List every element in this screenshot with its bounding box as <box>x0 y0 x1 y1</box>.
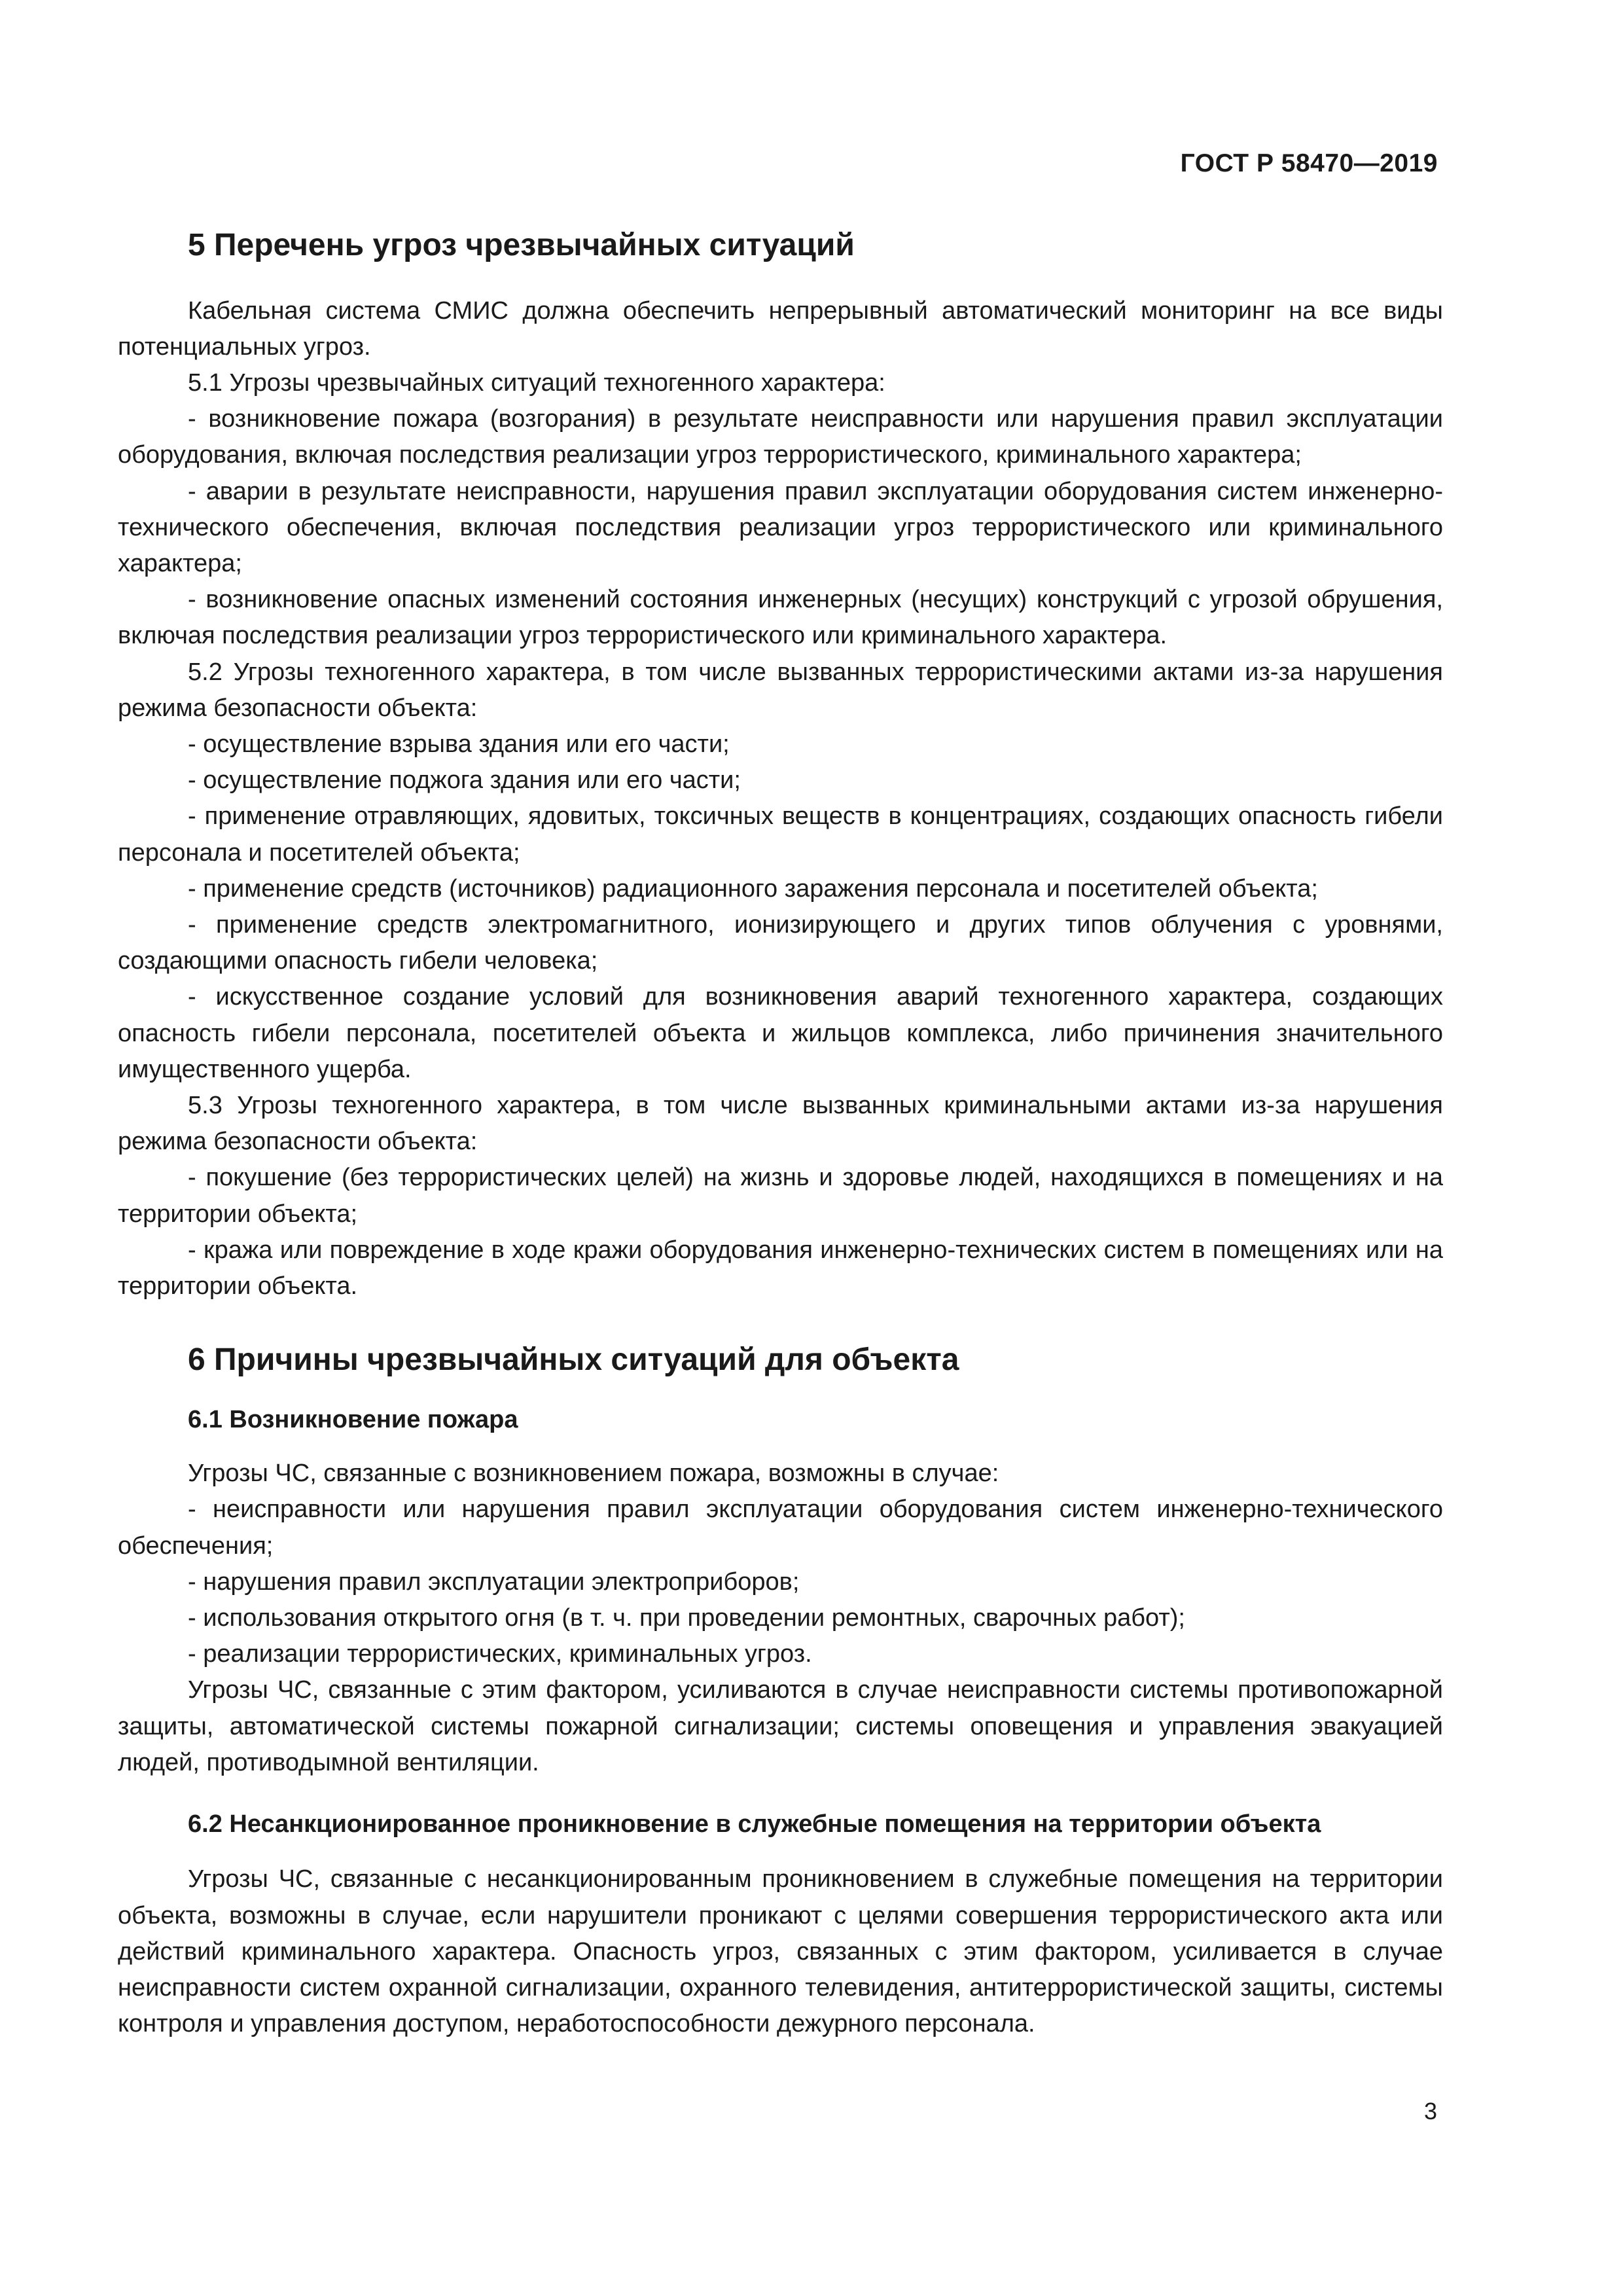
list-item: - возникновение пожара (возгорания) в результате неисправности или нарушения правил эксплуатации оборудования, включая последствия реализации угроз террористического, криминального характера; <box>118 405 1443 469</box>
paragraph: 5.2 Угрозы техногенного характера, в том числе вызванных террористическими актами из-за нарушения режима безопасности объекта: <box>118 658 1443 722</box>
page-number: 3 <box>1423 2098 1437 2125</box>
section-6-title: 6 Причины чрезвычайных ситуаций для объекта <box>188 1342 959 1378</box>
paragraph: Кабельная система СМИС должна обеспечить непрерывный автоматический мониторинг на все виды потенциальных угроз. <box>118 296 1443 361</box>
subsection-6-2-title: 6.2 Несанкционированное проникновение в служебные помещения на территории объекта <box>188 1810 1321 1839</box>
document-body <box>118 208 1443 2043</box>
list-item: - применение отравляющих, ядовитых, токсичных веществ в концентрациях, создающих опасность гибели персонала и посетителей объекта; <box>118 802 1443 867</box>
list-item: - осуществление поджога здания или его части; <box>188 766 741 795</box>
list-item: - применение средств (источников) радиационного заражения персонала и посетителей объекта; <box>188 874 1318 903</box>
paragraph: Угрозы ЧС, связанные с этим фактором, усиливаются в случае неисправности системы противопожарной защиты, автоматической системы пожарной сигнализации; системы оповещения и управления эвакуацией людей, противодымной вентиляции. <box>118 1676 1443 1776</box>
section-5-title: 5 Перечень угроз чрезвычайных ситуаций <box>188 228 855 262</box>
list-item: - реализации террористических, криминальных угроз. <box>188 1640 812 1668</box>
paragraph: Угрозы ЧС, связанные с возникновением пожара, возможны в случае: <box>188 1460 999 1488</box>
list-item: - искусственное создание условий для возникновения аварий техногенного характера, создающих опасность гибели персонала, посетителей объекта и жильцов комплекса, либо причинения значительного имущественного ущерба. <box>118 983 1443 1083</box>
list-item: - нарушения правил эксплуатации электроприборов; <box>188 1568 800 1596</box>
list-item: - осуществление взрыва здания или его части; <box>188 730 730 759</box>
list-item: - аварии в результате неисправности, нарушения правил эксплуатации оборудования систем инженерно-технического обеспечения, включая последствия реализации угроз террористического или криминального характера; <box>118 477 1443 578</box>
paragraph: Угрозы ЧС, связанные с несанкционированным проникновением в служебные помещения на территории объекта, возможны в случае, если нарушители проникают с целями совершения террористического акта или действий криминального характера. Опасность угроз, связанных с этим фактором, усиливается в случае неисправности систем охранной сигнализации, охранного телевидения, антитеррористической защиты, системы контроля и управления доступом, неработоспособности дежурного персонала. <box>118 1865 1443 2038</box>
list-item: - неисправности или нарушения правил эксплуатации оборудования систем инженерно-технического обеспечения; <box>118 1496 1443 1560</box>
list-item: - использования открытого огня (в т. ч. при проведении ремонтных, сварочных работ); <box>188 1604 1185 1632</box>
list-item: - возникновение опасных изменений состояния инженерных (несущих) конструкций с угрозой обрушения, включая последствия реализации угроз террористического или криминального характера. <box>118 586 1443 650</box>
paragraph: 5.1 Угрозы чрезвычайных ситуаций техногенного характера: <box>188 369 885 397</box>
list-item: - кража или повреждение в ходе кражи оборудования инженерно-технических систем в помещениях или на территории объекта. <box>118 1236 1443 1300</box>
document-identifier: ГОСТ Р 58470—2019 <box>1180 149 1438 177</box>
subsection-6-1-title: 6.1 Возникновение пожара <box>188 1405 518 1433</box>
list-item: - применение средств электромагнитного, ионизирующего и других типов облучения с уровнями, создающими опасность гибели человека; <box>118 911 1443 975</box>
paragraph: 5.3 Угрозы техногенного характера, в том числе вызванных криминальными актами из-за нарушения режима безопасности объекта: <box>118 1092 1443 1156</box>
list-item: - покушение (без террористических целей) на жизнь и здоровье людей, находящихся в помещениях и на территории объекта; <box>118 1164 1443 1228</box>
